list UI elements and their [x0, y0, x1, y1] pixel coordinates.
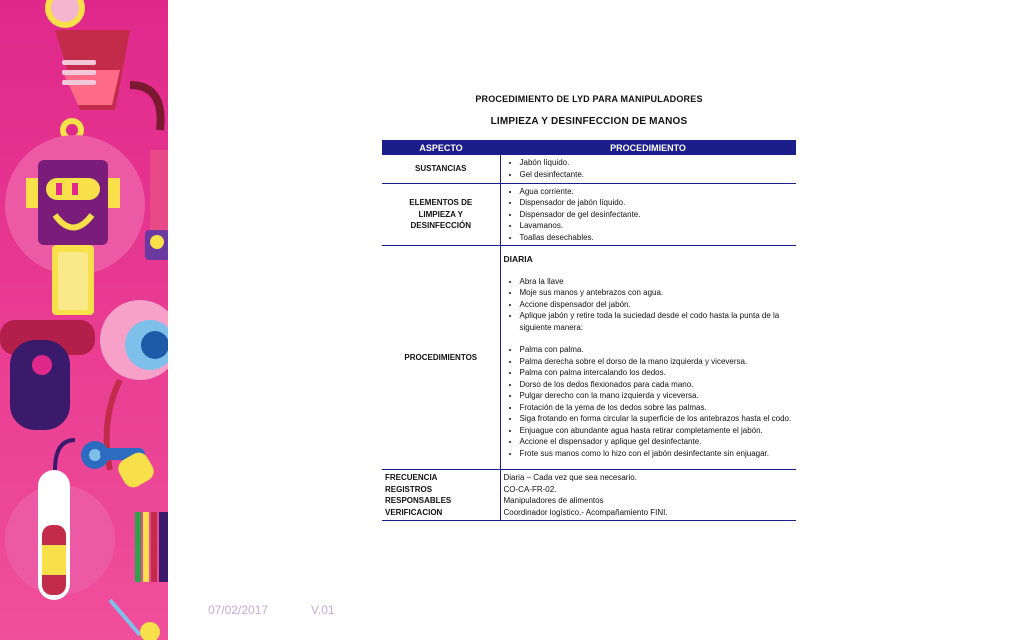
list-item: • Dispensador de gel desinfectante.	[520, 209, 794, 221]
document-title: PROCEDIMIENTO DE LYD PARA MANIPULADORES	[475, 94, 703, 104]
slide-version: V.01	[311, 603, 335, 617]
list-item: • Agua corriente.	[520, 186, 794, 198]
steps-list-a	[504, 276, 794, 334]
list-item: • Enjuague con abundante agua hasta retirar completamente el jabón.	[520, 425, 794, 437]
value-registros: CO-CA-FR-02.	[503, 484, 557, 494]
aspect-cell: PROCEDIMIENTOS	[382, 246, 500, 470]
label-responsables: RESPONSABLES	[385, 496, 452, 505]
footer-labels	[382, 470, 500, 521]
table-row-elementos	[382, 183, 796, 246]
steps-list-b	[504, 344, 794, 459]
list-item: • Palma derecha sobre el dorso de la mano izquierda y viceversa.	[520, 356, 794, 368]
list-item: • Pulgar derecho con la mano izquierda y viceversa.	[520, 390, 794, 402]
frequency-heading: DIARIA	[503, 254, 533, 264]
aspect-cell: SUSTANCIAS	[382, 155, 500, 183]
document-subtitle: LIMPIEZA Y DESINFECCION DE MANOS	[490, 116, 688, 127]
decorative-illustration	[0, 0, 168, 640]
list-item: • Accione el dispensador y aplique gel desinfectante.	[520, 436, 794, 448]
column-header-procedimiento: PROCEDIMIENTO	[500, 140, 796, 155]
list-item: • Moje sus manos y antebrazos con agua.	[520, 287, 794, 299]
list-item: • Frote sus manos como lo hizo con el jabón desinfectante sin enjuagar.	[520, 448, 794, 460]
value-responsables: Manipuladores de alimentos	[503, 496, 604, 505]
list-item: • Abra la llave	[520, 276, 794, 288]
table-header-row	[382, 140, 796, 155]
list-item: • Palma con palma.	[520, 344, 794, 356]
spacer	[504, 333, 794, 344]
label-frecuencia: FRECUENCIA	[385, 473, 438, 482]
column-header-aspecto: ASPECTO	[382, 140, 500, 155]
label-verificacion: VERIFICACION	[385, 507, 443, 517]
list-item: • Toallas desechables.	[520, 232, 794, 244]
list-item: • Frotación de la yema de los dedos sobre las palmas.	[520, 402, 794, 414]
value-frecuencia: Diaria – Cada vez que sea necesario.	[503, 473, 637, 482]
value-verificacion: Coordinador logístico.- Acompañamiento FINI.	[503, 507, 668, 517]
list-item: • Gel desinfectante.	[520, 169, 794, 181]
elementos-list	[504, 186, 794, 244]
table-row-procedimientos	[382, 246, 796, 470]
procedure-table	[382, 140, 796, 521]
table-row-sustancias	[382, 155, 796, 183]
footer-values	[500, 470, 796, 521]
list-item: • Lavamanos.	[520, 220, 794, 232]
list-item: • Dispensador de jabón líquido.	[520, 197, 794, 209]
procedure-cell	[500, 183, 796, 246]
slide-date: 07/02/2017	[208, 603, 269, 617]
list-item: • Jabón líquido.	[520, 157, 794, 169]
procedure-cell	[500, 246, 796, 470]
table-row-footer	[382, 470, 796, 521]
sustancias-list	[504, 157, 794, 180]
list-item: • Dorso de los dedos flexionados para cada mano.	[520, 379, 794, 391]
list-item: • Aplique jabón y retire toda la suciedad desde el codo hasta la punta de la siguiente manera:	[520, 310, 794, 333]
label-registros: REGISTROS	[385, 484, 433, 494]
procedure-cell	[500, 155, 796, 183]
list-item: • Accione dispensador del jabón.	[520, 299, 794, 311]
list-item: • Palma con palma intercalando los dedos.	[520, 367, 794, 379]
aspect-cell: ELEMENTOS DE LIMPIEZA Y DESINFECCIÓN	[382, 183, 500, 246]
list-item: • Siga frotando en forma circular la superficie de los antebrazos hasta el codo.	[520, 413, 794, 425]
